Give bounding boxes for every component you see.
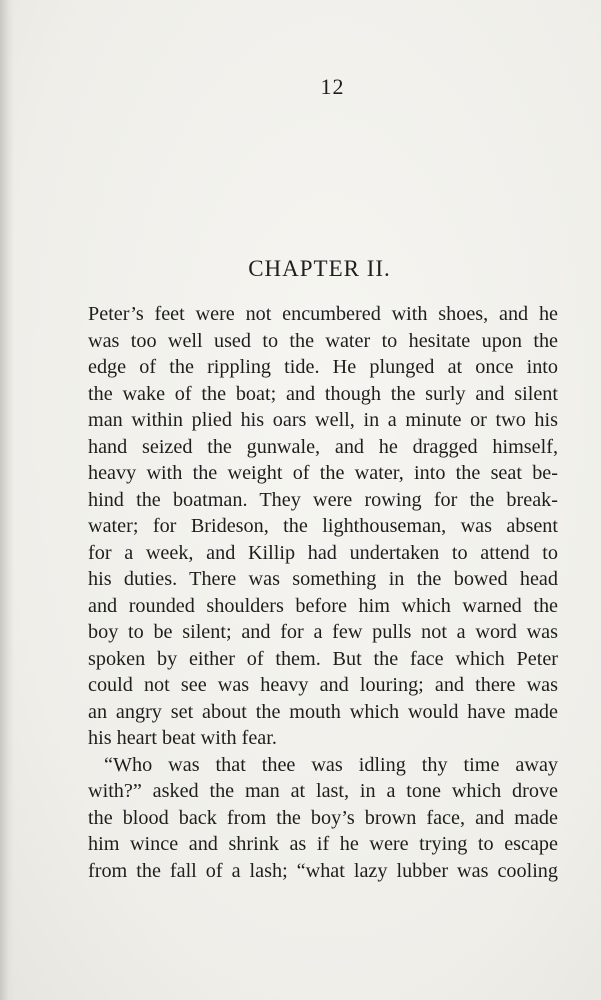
text-line: could not see was heavy and louring; and there was xyxy=(88,674,558,696)
text-line: Peter’s feet were not encumbered with shoes, and he xyxy=(88,303,558,325)
text-line: heavy with the weight of the water, into the seat be- xyxy=(88,462,558,484)
text-line: “Who was that thee was idling thy time away xyxy=(104,753,558,776)
text-line: him wince and shrink as if he were trying to escape xyxy=(88,833,558,855)
text-line: hand seized the gunwale, and he dragged himself, xyxy=(88,435,558,458)
text-line: his duties. There was something in the bowed head xyxy=(88,568,558,590)
text-line: for a week, and Killip had undertaken to attend to xyxy=(88,541,558,564)
text-line: an angry set about the mouth which would have made xyxy=(88,700,558,723)
chapter-title: CHAPTER II. xyxy=(248,256,391,281)
body-text xyxy=(88,301,558,884)
text-line: hind the boatman. They were rowing for the break- xyxy=(88,488,558,511)
text-line: edge of the rippling tide. He plunged at once into xyxy=(88,356,558,378)
text-line: with?” asked the man at last, in a tone which drove xyxy=(88,780,558,802)
text-line: and rounded shoulders before him which warned the xyxy=(88,594,558,617)
page-gutter-shadow xyxy=(0,0,14,1000)
text-line: from the fall of a lash; “what lazy lubber was cooling xyxy=(88,859,558,882)
page-number: 12 xyxy=(320,74,345,99)
text-line: water; for Brideson, the lighthouseman, was absent xyxy=(88,515,558,537)
text-line: the blood back from the boy’s brown face, and made xyxy=(88,806,558,829)
text-line: the wake of the boat; and though the surly and silent xyxy=(88,382,558,405)
text-line: his heart beat with fear. xyxy=(88,727,277,749)
text-line: was too well used to the water to hesitate upon the xyxy=(88,329,558,352)
text-line: man within plied his oars well, in a minute or two his xyxy=(88,409,558,431)
text-line: boy to be silent; and for a few pulls not a word was xyxy=(88,621,558,643)
text-line: spoken by either of them. But the face which Peter xyxy=(88,647,558,670)
